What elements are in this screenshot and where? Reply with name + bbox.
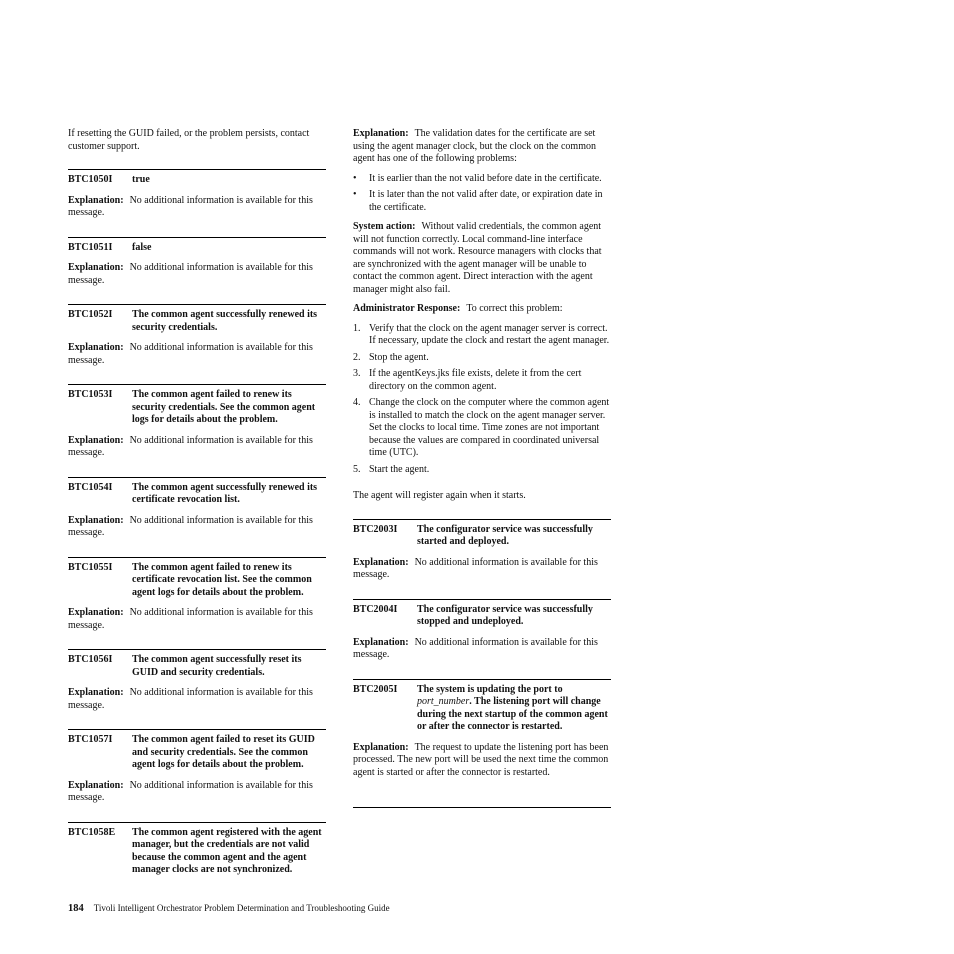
explanation [68,515,326,540]
explanation [68,687,326,712]
explanation-text: The validation dates for the certificate are set using the agent manager clock, but the clock on the common agent has one of the following problems: [353,128,596,164]
message-entry [68,649,326,712]
explanation-text: The request to update the listening port has been processed. The new port will be used the next time the common agent is started or after the connector is restarted. [353,741,609,778]
message-text-start: The system is updating the port to [417,683,563,695]
message-entry [68,384,326,460]
explanation [353,637,611,662]
steps-list [353,323,611,477]
message-id: BTC1056I [68,654,113,665]
message-text: The common agent successfully renewed its certificate revocation list. [132,481,318,505]
step-item [353,464,611,477]
message-id: BTC1051I [68,241,113,253]
explanation [353,557,611,582]
message-entry [68,477,326,540]
explanation-label: Explanation: [68,262,124,273]
message-id: BTC2003I [353,523,398,535]
message-text: The common agent failed to renew its security credentials. See the common agent logs for details about the problem. [132,389,316,425]
system-action [353,221,611,296]
list-item-text: It is later than the not valid after date, or expiration date in the certificate. [369,189,603,213]
explanation-label: Explanation: [353,556,409,568]
step-number: 2. [353,351,361,363]
system-action-label: System action: [353,221,416,232]
message-id: BTC2004I [353,603,398,615]
left-column [68,128,326,885]
port-number-variable: port_number [417,696,470,707]
message-id: BTC1055I [68,561,113,573]
administrator-response-label: Administrator Response: [353,303,461,314]
step-text: Stop the agent. [369,351,429,363]
explanation-text: No additional information is available for this message. [68,687,313,711]
list-item [353,173,611,186]
step-number: 5. [353,463,361,475]
problem-list [353,173,611,215]
message-entry [68,822,326,877]
explanation-label: Explanation: [353,636,409,648]
page-number: 184 [68,903,84,914]
explanation-label: Explanation: [68,607,124,618]
message-entry [353,599,611,662]
message-id: BTC1050I [68,174,113,185]
footer-title: Tivoli Intelligent Orchestrator Problem Determination and Troubleshooting Guide [93,903,390,913]
intro-paragraph: If resetting the GUID failed, or the problem persists, contact customer support. [68,128,310,152]
message-id: BTC1057I [68,734,113,745]
administrator-response [353,303,611,316]
explanation-label: Explanation: [68,194,124,206]
step-text: Start the agent. [369,463,430,475]
message-text: The configurator service was successfully stopped and undeployed. [417,603,593,627]
message-entry [68,169,326,220]
message-id: BTC1053I [68,389,113,400]
section-end-rule [353,807,611,808]
message-text: false [132,241,152,253]
step-item [353,368,611,393]
step-text: Verify that the clock on the agent manager server is correct. If necessary, update the clock and restart the agent manager. [369,322,610,346]
explanation-text: No additional information is available for this message. [68,607,313,631]
message-text: true [132,174,150,185]
explanation-label: Explanation: [68,514,124,526]
explanation [68,262,326,287]
message-id: BTC1058E [68,826,116,838]
message-text: The common agent successfully reset its GUID and security credentials. [132,654,302,678]
step-number: 4. [353,397,361,408]
message-text: The common agent registered with the agent manager, but the credentials are not valid because the common agent and the agent manager clocks are not synchronized. [132,826,322,875]
message-entry [68,557,326,633]
message-id: BTC2005I [353,683,398,695]
message-entry [68,304,326,367]
message-text: The common agent failed to reset its GUID and security credentials. See the common agent logs for details about the problem. [132,734,315,770]
right-column [353,128,611,808]
step-text: If the agentKeys.jks file exists, delete it from the cert directory on the common agent. [369,368,582,392]
explanation-text: No additional information is available for this message. [68,342,313,366]
message-entry [68,729,326,805]
message-id: BTC1054I [68,481,113,493]
explanation [353,742,611,780]
explanation-label: Explanation: [353,741,409,753]
explanation-text: No additional information is available for this message. [353,636,598,660]
explanation-label: Explanation: [68,687,124,698]
page-footer [68,902,390,916]
explanation [68,435,326,460]
step-item [353,323,611,348]
list-item [353,189,611,214]
list-item-text: It is earlier than the not valid before date in the certificate. [369,172,602,184]
step-item [353,352,611,365]
explanation-text: No additional information is available for this message. [68,514,313,538]
system-action-text: Without valid credentials, the common agent will not function correctly. Local command-line interface commands will not work. Resource managers with clocks that are synchronized with the agent manager will be unable to contact the common agent. Direct interaction with the agent manager might also fail. [353,221,602,295]
message-text: The common agent successfully renewed its security credentials. [132,309,318,333]
explanation-text: No additional information is available for this message. [68,262,313,286]
explanation-text: No additional information is available for this message. [68,434,313,458]
message-text-end: . The listening port will change during the next startup of the common agent or after the connector is restarted. [417,696,608,732]
message-text: The configurator service was successfully started and deployed. [417,523,593,547]
message-entry [353,679,611,780]
message-text: The common agent failed to renew its certificate revocation list. See the common agent logs for details about the problem. [132,561,312,598]
message-entry [353,519,611,582]
message-entry [68,237,326,288]
bullet-icon: • [353,172,357,184]
step-item [353,397,611,460]
explanation-label: Explanation: [68,434,124,446]
explanation [68,607,326,632]
explanation [68,195,326,220]
explanation-label: Explanation: [68,779,124,791]
explanation-label: Explanation: [353,128,409,139]
explanation [353,128,611,166]
explanation-text: No additional information is available for this message. [68,779,313,803]
step-text: Change the clock on the computer where the common agent is installed to match the clock on the agent manager server. Set the clocks to local time. Time zones are not important because the values are compared in coordinated universal time (UTC). [369,397,610,458]
step-number: 3. [353,368,361,379]
bullet-icon: • [353,189,357,200]
message-text [417,684,611,734]
explanation-text: No additional information is available for this message. [353,556,598,580]
explanation-label: Explanation: [68,342,124,353]
message-id: BTC1052I [68,309,113,320]
explanation [68,342,326,367]
step-number: 1. [353,322,361,334]
closing-note: The agent will register again when it starts. [353,490,526,501]
explanation [68,780,326,805]
administrator-response-text: To correct this problem: [466,303,563,314]
explanation-text: No additional information is available for this message. [68,194,313,218]
